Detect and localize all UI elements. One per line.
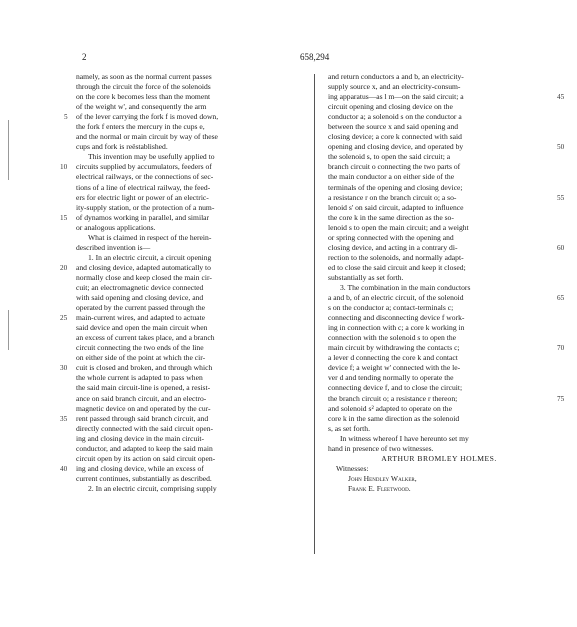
text-line: 3. The combination in the main conductors <box>340 282 471 292</box>
text-line: core k in the same direction as the solenoid <box>328 413 460 423</box>
witness-name: John Hendley Walker, <box>348 473 417 483</box>
text-line: directly connected with the said circuit open- <box>76 423 214 433</box>
text-line: of the weight w', and consequently the arm <box>76 102 207 112</box>
line-number: 30 <box>60 364 68 373</box>
text-line: on the core k becomes less than the moment <box>76 92 211 102</box>
text-line: cuit; an electromagnetic device connected <box>76 282 204 292</box>
text-line: operated by the current passed through the <box>76 303 206 313</box>
text-line: circuit opening and closing device on the <box>328 102 453 112</box>
text-line: rent passed through said branch circuit, and <box>76 413 209 423</box>
text-line: What is claimed in respect of the herein- <box>88 232 212 242</box>
text-line: circuit open by its action on said circuit open- <box>76 453 216 463</box>
text-line: ed to close the said circuit and keep it closed; <box>328 262 466 272</box>
text-line: s, as set forth. <box>328 423 370 433</box>
text-line: conductor a; a solenoid s on the conductor a <box>328 112 462 122</box>
text-line: and closing device, adapted automatically to <box>76 262 211 272</box>
text-line: the whole current is adapted to pass when <box>76 373 203 383</box>
line-number: 10 <box>60 163 68 172</box>
text-line: ers for electric light or power of an electric- <box>76 192 209 202</box>
text-line: tions of a line of electrical railway, the feed- <box>76 182 211 192</box>
text-line: namely, as soon as the normal current passes <box>76 72 212 81</box>
text-line: lenoid s to open the main circuit; and a weight <box>328 222 469 232</box>
text-line: through the circuit the force of the solenoids <box>76 82 211 92</box>
line-number: 35 <box>60 414 68 423</box>
text-line: of dynamos working in parallel, and similar <box>76 212 210 222</box>
text-line: lenoid s' on said circuit, adapted to influence <box>328 202 464 212</box>
text-line: connection with the solenoid s to open the <box>328 333 457 343</box>
line-number: 55 <box>557 193 565 202</box>
text-line: or analogous applications. <box>76 222 156 232</box>
signature: ARTHUR BROMLEY HOLMES. <box>381 453 497 463</box>
text-line: main circuit by withdrawing the contacts c; <box>328 343 460 353</box>
text-line: supply source x, and an electricity-consum- <box>328 82 461 92</box>
scan-edge-mark <box>8 120 9 180</box>
text-line: normally close and keep closed the main cir- <box>76 272 212 282</box>
text-line: ing and closing device, while an excess of <box>76 463 204 473</box>
text-line: terminals of the opening and closing device; <box>328 182 463 192</box>
text-line: described invention is— <box>76 242 151 252</box>
line-number: 70 <box>557 344 565 353</box>
text-line: on either side of the point at which the cir- <box>76 353 206 363</box>
text-line: This invention may be usefully applied to <box>88 152 215 162</box>
text-line: the core k in the same direction as the so- <box>328 212 454 222</box>
text-line: a and b, of an electric circuit, of the solenoid <box>328 293 464 303</box>
text-line: substantially as set forth. <box>328 272 404 282</box>
text-line: ing in connection with c; a core k working in <box>328 323 465 333</box>
text-line: rection to the solenoids, and normally adapt- <box>328 252 464 262</box>
text-line: and solenoid s² adapted to operate on the <box>328 403 452 413</box>
text-line: the branch circuit o; a resistance r thereon; <box>328 393 458 403</box>
line-number: 45 <box>557 93 565 102</box>
text-line: connecting and disconnecting device f work- <box>328 313 465 323</box>
text-line: 2. In an electric circuit, comprising supply <box>88 483 217 493</box>
text-line: ver d and tending normally to operate the <box>328 373 454 383</box>
column-divider <box>314 74 315 554</box>
text-line: ance on said branch circuit, and an electro- <box>76 393 207 403</box>
line-number: 40 <box>60 464 68 473</box>
text-line: the fork f enters the mercury in the cups e, <box>76 122 205 132</box>
line-number: 65 <box>557 294 565 303</box>
line-number: 15 <box>60 213 68 222</box>
patent-number: 658,294 <box>300 52 330 62</box>
text-line: the main conductor a on either side of the <box>328 172 455 182</box>
text-line: said device and open the main circuit when <box>76 323 208 333</box>
text-line: the said main circuit-line is opened, a resist- <box>76 383 211 393</box>
text-line: main-current wires, and adapted to actuate <box>76 313 206 323</box>
line-number: 75 <box>557 394 565 403</box>
line-number: 25 <box>60 314 68 323</box>
text-line: circuits supplied by accumulators, feeders of <box>76 162 212 172</box>
text-line: device f; a weight w' connected with the le- <box>328 363 461 373</box>
left-column <box>76 72 298 494</box>
witness-name: Frank E. Fleetwood. <box>348 483 411 493</box>
text-line: the solenoid s, to open the said circuit; a <box>328 152 451 162</box>
text-line: branch circuit o connecting the two parts of <box>328 162 461 172</box>
text-line: ing apparatus—as l m—on the said circuit; a <box>328 92 464 102</box>
text-line: a lever d connecting the core k and contact <box>328 353 458 363</box>
text-line: cuit is closed and broken, and through which <box>76 363 213 373</box>
line-number: 50 <box>557 143 565 152</box>
text-line: a resistance r on the branch circuit o; a so- <box>328 192 457 202</box>
scan-edge-mark <box>8 310 9 350</box>
text-line: current continues, substantially as described. <box>76 473 212 483</box>
witnesses-label: Witnesses: <box>336 463 369 473</box>
text-line: circuit connecting the two ends of the line <box>76 343 204 353</box>
text-line: cups and fork is reëstablished. <box>76 142 168 152</box>
text-line: ing and closing device in the main circuit- <box>76 433 204 443</box>
line-number: 60 <box>557 243 565 252</box>
page-number: 2 <box>82 52 87 62</box>
text-line: conductor, and adapted to keep the said main <box>76 443 213 453</box>
text-line: and return conductors a and b, an electricity- <box>328 72 464 81</box>
text-line: s on the conductor a; contact-terminals c; <box>328 303 454 313</box>
text-line: electrical railways, or the connections of sec- <box>76 172 214 182</box>
text-line: with said opening and closing device, and <box>76 293 204 303</box>
text-line: hand in presence of two witnesses. <box>328 443 434 453</box>
text-line: between the source x and said opening and <box>328 122 459 132</box>
text-line: closing device, and acting in a contrary di- <box>328 242 458 252</box>
text-line: or spring connected with the opening and <box>328 232 454 242</box>
text-line: an excess of current takes place, and a branch <box>76 333 215 343</box>
text-line: ity-supply station, or the protection of a num- <box>76 202 215 212</box>
text-line: magnetic device on and operated by the cur- <box>76 403 211 413</box>
text-line: In witness whereof I have hereunto set my <box>340 433 469 443</box>
text-line: 1. In an electric circuit, a circuit opening <box>88 252 212 262</box>
line-number: 20 <box>60 263 68 272</box>
text-line: and the normal or main circuit by way of these <box>76 132 218 142</box>
text-line: opening and closing device, and operated by <box>328 142 464 152</box>
right-column <box>328 72 550 494</box>
text-line: connecting device f, and to close the circuit; <box>328 383 463 393</box>
line-number: 5 <box>64 113 68 122</box>
text-line: closing device; a core k connected with said <box>328 132 462 142</box>
text-line: of the lever carrying the fork f is moved down, <box>76 112 219 122</box>
